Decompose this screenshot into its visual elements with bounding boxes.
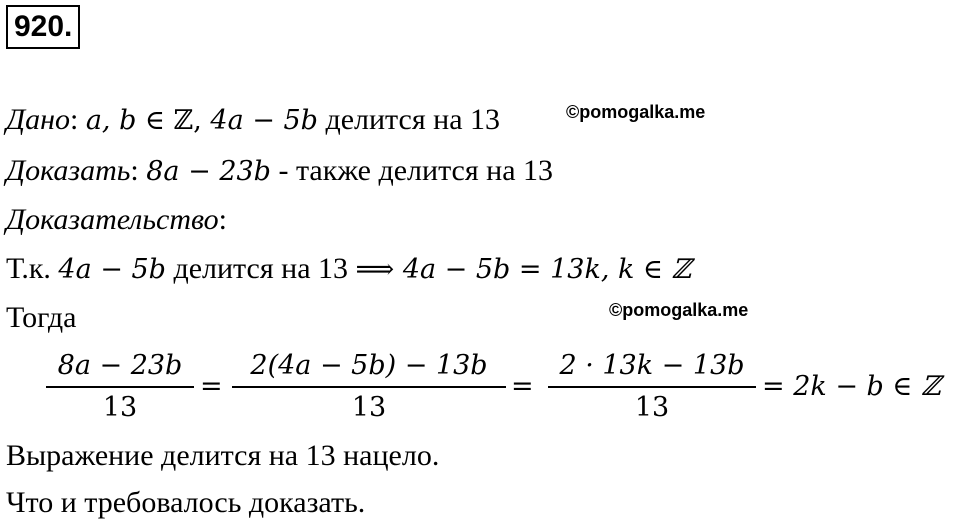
step-text: делится на 13 (165, 252, 356, 285)
fraction-3 (548, 346, 756, 428)
then-line (6, 299, 76, 337)
given-expr: 4a − 5b (210, 105, 318, 136)
prove-expr: 8a − 23b (146, 156, 271, 187)
watermark-middle: ©pomogalka.me (609, 300, 749, 320)
prove-line (6, 152, 553, 191)
equation-tail: = 2k − b ∈ ℤ (762, 371, 941, 402)
implies-symbol: ⟹ (355, 254, 395, 285)
conclusion-line-2: Что и требовалось доказать. (6, 486, 366, 519)
proof-label: Доказательство (6, 203, 219, 236)
step-prefix: Т.к. (6, 252, 59, 285)
watermark-top: ©pomogalka.me (566, 102, 706, 122)
step-line (6, 250, 691, 289)
problem-number: 920. (6, 5, 80, 49)
given-colon: : (69, 103, 79, 136)
given-line (6, 101, 500, 140)
given-text: делится на 13 (317, 103, 501, 136)
fraction-3-denominator: 13 (634, 392, 670, 423)
fraction-1-numerator: 8a − 23b (57, 350, 183, 381)
step-result: 4a − 5b = 13k, k ∈ ℤ (394, 254, 692, 285)
fraction-2-numerator: 2(4a − 5b) − 13b (250, 350, 488, 381)
given-label: Дано (6, 103, 70, 136)
equals-sign-1: = (200, 371, 223, 402)
step-expr: 4a − 5b (58, 254, 166, 285)
proof-line (6, 201, 227, 239)
given-in-z: ∈ ℤ, (136, 105, 211, 136)
conclusion-line-1: Выражение делится на 13 нацело. (6, 439, 440, 472)
fraction-2 (232, 346, 506, 428)
then-text: Тогда (6, 301, 77, 334)
fraction-1-denominator: 13 (102, 392, 138, 423)
prove-text: - также делится на 13 (270, 154, 554, 187)
prove-colon: : (130, 154, 139, 187)
fraction-1 (46, 346, 194, 428)
fraction-2-denominator: 13 (351, 392, 387, 423)
fraction-3-numerator: 2 · 13k − 13b (559, 350, 745, 381)
equals-sign-2: = (511, 371, 534, 402)
given-vars: a, b (85, 105, 137, 136)
prove-label: Доказать (6, 154, 131, 187)
proof-colon: : (218, 203, 227, 236)
